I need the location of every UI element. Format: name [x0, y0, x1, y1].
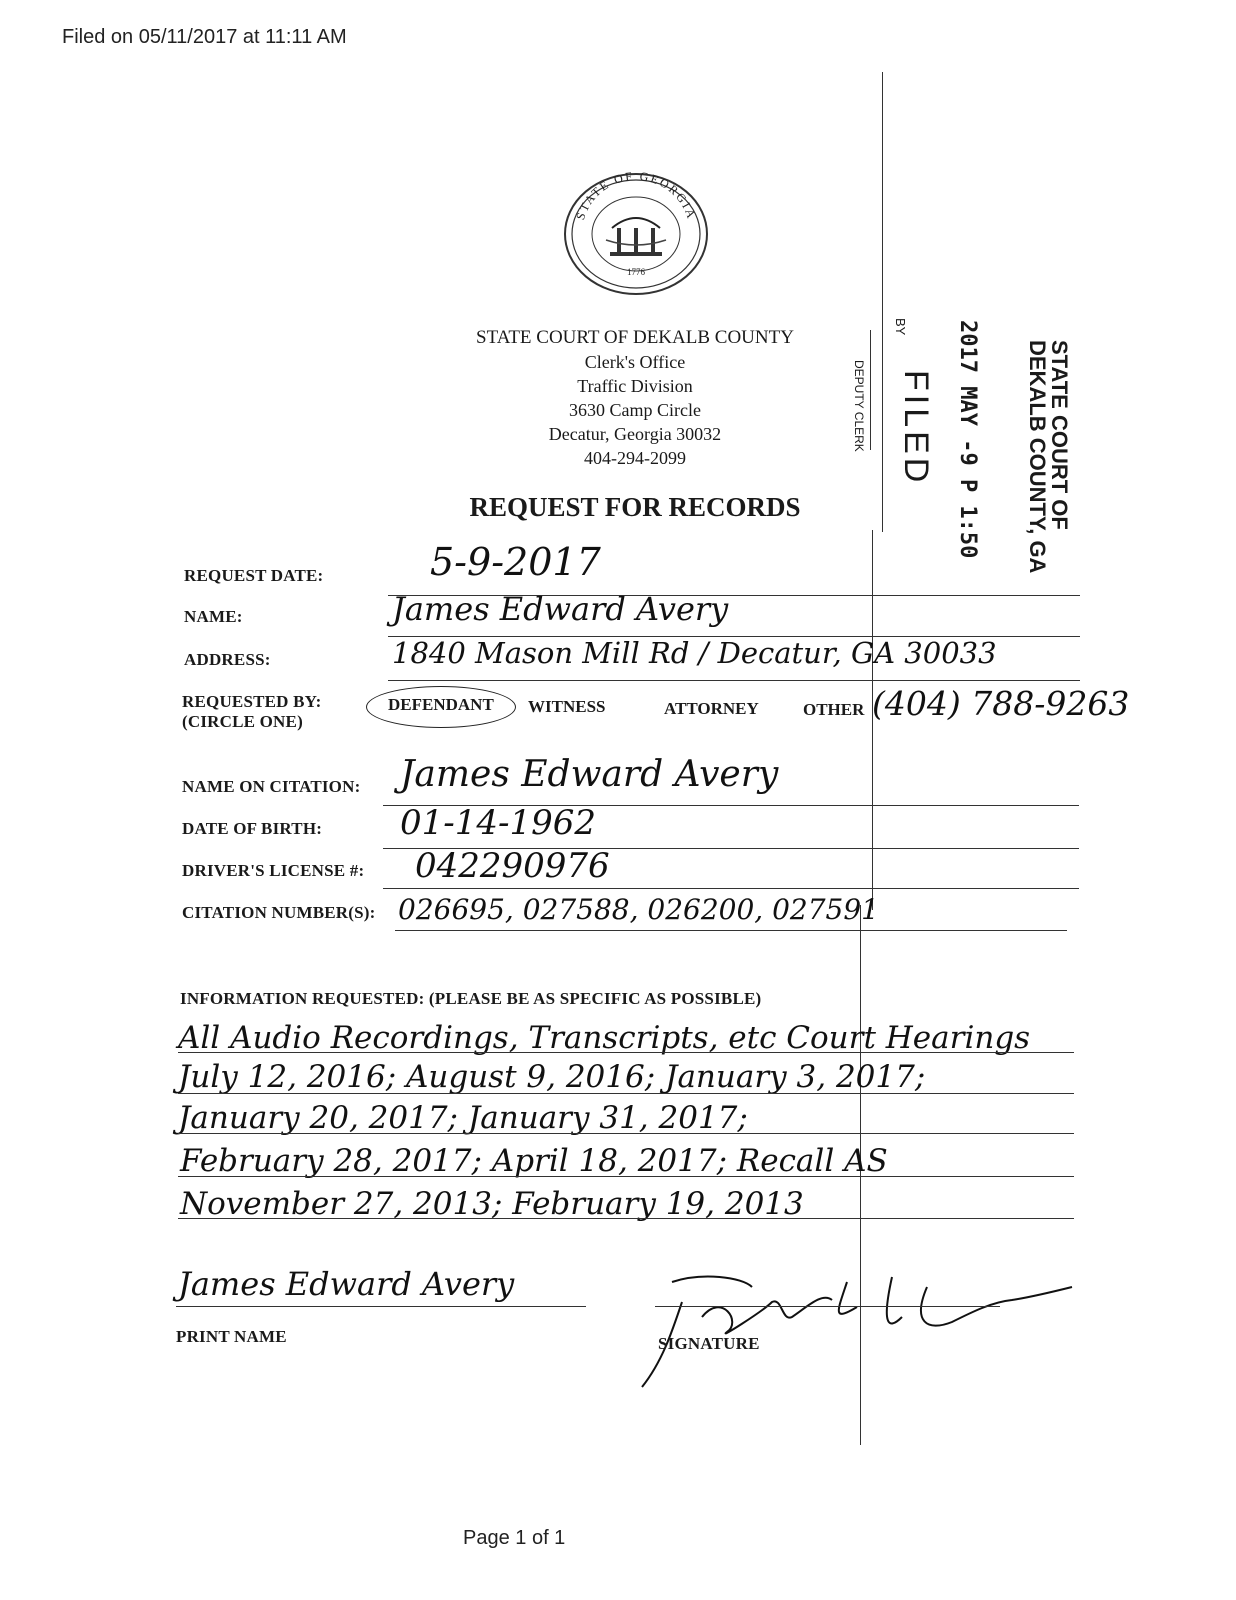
option-witness[interactable]: WITNESS [528, 697, 606, 716]
signature-mark[interactable] [632, 1262, 1082, 1392]
other-phone-value[interactable]: (404) 788-9263 [872, 684, 1130, 723]
name-label: NAME: [184, 607, 243, 626]
print-name-value[interactable]: James Edward Avery [178, 1265, 515, 1303]
page-number: Page 1 of 1 [463, 1527, 566, 1549]
request-date-value[interactable]: 5-9-2017 [430, 540, 601, 584]
license-label: DRIVER'S LICENSE #: [182, 861, 365, 880]
address-value[interactable]: 1840 Mason Mill Rd / Decatur, GA 30033 [392, 636, 997, 670]
info-line-2[interactable]: July 12, 2016; August 9, 2016; January 3, 2017; [178, 1059, 926, 1095]
scan-line [882, 72, 883, 532]
filed-stamp [1026, 340, 1070, 573]
name-on-citation-value[interactable]: James Edward Avery [400, 754, 779, 795]
seal-year: 1776 [627, 267, 645, 277]
info-rule-5 [178, 1218, 1074, 1219]
name-on-citation-label: NAME ON CITATION: [182, 777, 361, 796]
signature-label: SIGNATURE [658, 1334, 760, 1353]
license-line [383, 888, 1079, 889]
court-phone: 404-294-2099 [584, 448, 686, 468]
stamp-county: DEKALB COUNTY, GA [1025, 340, 1050, 574]
print-name-line [176, 1306, 586, 1307]
seal-outer-text: STATE OF GEORGIA [573, 172, 699, 222]
stamp-court: STATE COURT OF [1047, 340, 1072, 530]
circle-one-label: (CIRCLE ONE) [182, 712, 303, 731]
signature-line [655, 1306, 1000, 1307]
stamp-filed: FILED [897, 370, 935, 487]
dob-label: DATE OF BIRTH: [182, 819, 323, 838]
request-date-label: REQUEST DATE: [184, 566, 324, 585]
filed-timestamp: Filed on 05/11/2017 at 11:11 AM [62, 26, 347, 48]
stamp-signature-line [870, 330, 871, 450]
info-line-1[interactable]: All Audio Recordings, Transcripts, etc Court Hearings [178, 1020, 1031, 1056]
info-rule-2 [178, 1093, 1074, 1094]
info-requested-label: INFORMATION REQUESTED: (PLEASE BE AS SPECIFIC AS POSSIBLE) [180, 989, 762, 1008]
info-rule-3 [178, 1133, 1074, 1134]
name-value[interactable]: James Edward Avery [392, 590, 729, 628]
state-seal [562, 172, 710, 296]
address-label: ADDRESS: [184, 650, 271, 669]
license-value[interactable]: 042290976 [415, 846, 610, 886]
info-line-3[interactable]: January 20, 2017; January 31, 2017; [178, 1100, 748, 1136]
option-defendant[interactable]: DEFENDANT [388, 695, 494, 714]
citations-value[interactable]: 026695, 027588, 026200, 027591 [398, 893, 879, 926]
stamp-datetime: 2017 MAY -9 P 1:50 [955, 320, 980, 559]
court-division: Traffic Division [577, 376, 693, 396]
court-city: Decatur, Georgia 30032 [548, 424, 722, 444]
address-line [388, 680, 1080, 681]
stamp-by: BY [893, 318, 908, 336]
citations-line [395, 930, 1067, 931]
requested-by-label: REQUESTED BY: [182, 692, 322, 711]
info-rule-4 [178, 1176, 1074, 1177]
defendant-circle-mark [366, 686, 516, 728]
court-office: Clerk's Office [584, 352, 686, 372]
stamp-deputy-clerk: DEPUTY CLERK [852, 360, 866, 452]
option-attorney[interactable]: ATTORNEY [664, 699, 759, 718]
dob-value[interactable]: 01-14-1962 [400, 803, 597, 843]
court-address-block [440, 326, 830, 470]
form-title: REQUEST FOR RECORDS [469, 492, 801, 522]
citations-label: CITATION NUMBER(S): [182, 903, 376, 922]
option-other[interactable]: OTHER [803, 700, 865, 719]
print-name-label: PRINT NAME [176, 1327, 287, 1346]
court-name: STATE COURT OF DEKALB COUNTY [476, 327, 794, 348]
info-line-4[interactable]: February 28, 2017; April 18, 2017; Recall AS [180, 1143, 888, 1179]
info-rule-1 [178, 1052, 1074, 1053]
info-line-5[interactable]: November 27, 2013; February 19, 2013 [180, 1186, 804, 1222]
court-street: 3630 Camp Circle [569, 400, 701, 420]
